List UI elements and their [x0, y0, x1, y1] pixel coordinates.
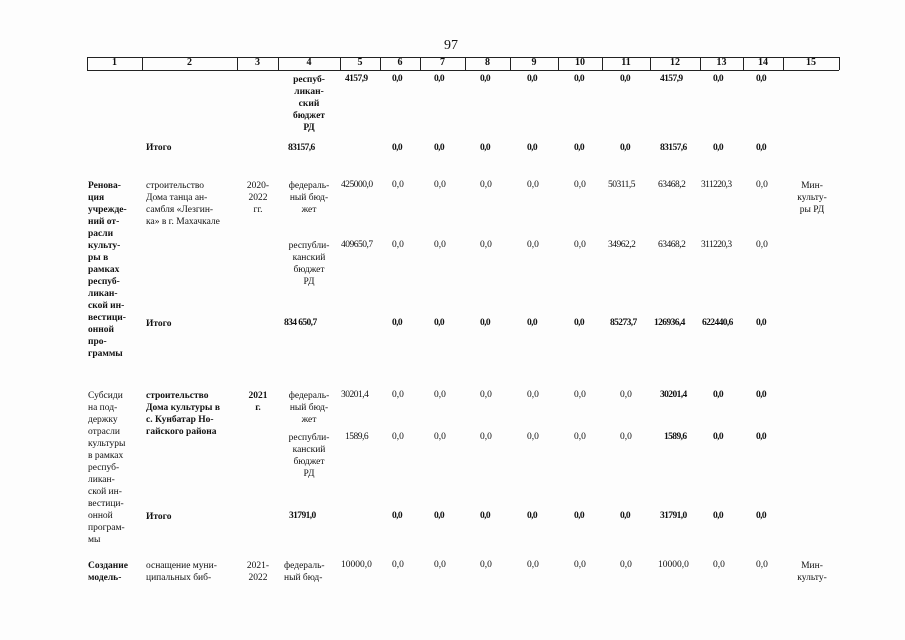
cell-col14: 0,0 [756, 560, 768, 570]
cell-col12: 30201,4 [660, 390, 687, 400]
cell-col11: 0,0 [620, 143, 631, 153]
cell-col14: 0,0 [756, 511, 767, 521]
funding-source: республи- канский бюджет РД [288, 433, 330, 479]
funding-source: республи- канский бюджет РД [288, 241, 330, 287]
cell-col5: 4157,9 [345, 74, 368, 84]
cell-col7: 0,0 [434, 74, 445, 84]
cell-col8: 0,0 [480, 432, 492, 442]
total-label: Итого [146, 143, 172, 153]
cell-col8: 0,0 [480, 318, 491, 328]
cell-col10: 0,0 [574, 180, 586, 190]
cell-col7: 0,0 [434, 390, 446, 400]
cell-col9: 0,0 [527, 180, 539, 190]
object-name: оснащение муни- ципальных биб- [146, 561, 217, 583]
total-value: 83157,6 [288, 143, 315, 153]
cell-col12: 4157,9 [660, 74, 683, 84]
cell-col11: 0,0 [620, 390, 632, 400]
cell-col6: 0,0 [392, 318, 403, 328]
total-label: Итого [146, 319, 172, 329]
cell-col12: 31791,0 [660, 511, 687, 521]
period: 2020- 2022 гг. [246, 181, 270, 215]
responsible-org: Мин- культу- [797, 561, 827, 583]
cell-col12: 10000,0 [658, 560, 689, 570]
cell-col8: 0,0 [480, 240, 492, 250]
cell-col11: 85273,7 [610, 318, 637, 328]
header-col-7: 7 [440, 57, 445, 68]
cell-col7: 0,0 [434, 511, 445, 521]
header-col-6: 6 [397, 57, 403, 68]
cell-col13: 0,0 [713, 390, 724, 400]
cell-col5: 409650,7 [341, 240, 373, 250]
total-value: 834 650,7 [284, 318, 317, 328]
cell-col6: 0,0 [392, 390, 404, 400]
total-value: 31791,0 [289, 511, 316, 521]
cell-col11: 0,0 [620, 511, 631, 521]
cell-col6: 0,0 [392, 240, 404, 250]
funding-source: федераль- ный бюд- [284, 561, 325, 583]
header-col-14: 14 [758, 57, 768, 68]
cell-col9: 0,0 [527, 432, 539, 442]
funding-source: респуб- ликан- ский бюджет РД [293, 75, 325, 133]
cell-col9: 0,0 [527, 390, 539, 400]
header-col-1: 1 [112, 57, 117, 68]
cell-col13: 0,0 [713, 560, 725, 570]
object-name: строительство Дома культуры в с. Кунбатар Но- гайского района [146, 391, 220, 437]
cell-col10: 0,0 [574, 74, 585, 84]
cell-col14: 0,0 [756, 390, 767, 400]
cell-col8: 0,0 [480, 180, 492, 190]
cell-col14: 0,0 [756, 240, 768, 250]
funding-source: федераль- ный бюд- жет [288, 391, 330, 425]
program-name: Ренова- ция учрежде- ний от- расли культу- ры в рамках респуб- ликан- ской ин- вестици- онной про- граммы [88, 181, 127, 359]
cell-col10: 0,0 [574, 432, 586, 442]
cell-col5: 10000,0 [341, 560, 372, 570]
cell-col13: 0,0 [713, 432, 724, 442]
cell-col14: 0,0 [756, 432, 767, 442]
cell-col9: 0,0 [527, 318, 538, 328]
total-label: Итого [146, 512, 172, 522]
header-col-12: 12 [670, 57, 680, 68]
header-col-13: 13 [716, 57, 727, 68]
cell-col9: 0,0 [527, 240, 539, 250]
cell-col13: 622440,6 [702, 318, 733, 328]
header-col-9: 9 [531, 57, 537, 68]
cell-col6: 0,0 [392, 560, 404, 570]
cell-col14: 0,0 [756, 318, 767, 328]
cell-col11: 0,0 [620, 74, 631, 84]
cell-col14: 0,0 [756, 143, 767, 153]
cell-col10: 0,0 [574, 318, 585, 328]
cell-col12: 83157,6 [660, 143, 687, 153]
cell-col11: 0,0 [620, 560, 632, 570]
cell-col5: 1589,6 [345, 432, 369, 442]
cell-col6: 0,0 [392, 180, 404, 190]
cell-col10: 0,0 [574, 240, 586, 250]
cell-col8: 0,0 [480, 560, 492, 570]
cell-col9: 0,0 [527, 511, 538, 521]
cell-col10: 0,0 [574, 511, 585, 521]
cell-col13: 0,0 [713, 143, 724, 153]
header-col-2: 2 [187, 57, 192, 68]
cell-col8: 0,0 [480, 511, 491, 521]
cell-col10: 0,0 [574, 390, 586, 400]
header-col-15: 15 [806, 57, 816, 68]
program-name: Субсиди на под- держку отрасли культуры в рамках респуб- ликан- ской ин- вестици- онной програм- мы [88, 391, 126, 545]
cell-col6: 0,0 [392, 511, 403, 521]
cell-col9: 0,0 [527, 560, 539, 570]
cell-col6: 0,0 [392, 432, 404, 442]
cell-col11: 50311,5 [608, 180, 636, 190]
cell-col14: 0,0 [756, 180, 768, 190]
cell-col13: 311220,3 [701, 240, 732, 250]
cell-col13: 311220,3 [701, 180, 732, 190]
cell-col10: 0,0 [574, 560, 586, 570]
cell-col12: 63468,2 [658, 240, 686, 250]
cell-col7: 0,0 [434, 143, 445, 153]
cell-col8: 0,0 [480, 74, 491, 84]
cell-col5: 425000,0 [341, 180, 373, 190]
period: 2021 г. [248, 391, 268, 413]
object-name: строительство Дома танца ан- самбля «Лезгин- ка» в г. Махачкале [146, 181, 220, 227]
period: 2021- 2022 [246, 561, 270, 583]
responsible-org: Мин- культу- ры РД [797, 181, 827, 215]
header-col-5: 5 [357, 57, 363, 68]
cell-col11: 0,0 [620, 432, 632, 442]
cell-col7: 0,0 [434, 560, 446, 570]
cell-col7: 0,0 [434, 432, 446, 442]
header-col-10: 10 [575, 57, 585, 68]
cell-col7: 0,0 [434, 240, 446, 250]
cell-col5: 30201,4 [341, 390, 369, 400]
cell-col14: 0,0 [756, 74, 767, 84]
cell-col11: 34962,2 [608, 240, 636, 250]
page-number: 97 [444, 38, 458, 53]
cell-col6: 0,0 [392, 143, 403, 153]
cell-col13: 0,0 [713, 74, 724, 84]
cell-col8: 0,0 [480, 143, 491, 153]
cell-col9: 0,0 [527, 143, 538, 153]
cell-col7: 0,0 [434, 318, 445, 328]
cell-col6: 0,0 [392, 74, 403, 84]
cell-col12: 126936,4 [654, 318, 685, 328]
cell-col9: 0,0 [527, 74, 538, 84]
cell-col13: 0,0 [713, 511, 724, 521]
cell-col8: 0,0 [480, 390, 492, 400]
header-col-11: 11 [621, 57, 631, 68]
header-col-3: 3 [255, 57, 260, 68]
funding-source: федераль- ный бюд- жет [288, 181, 330, 215]
header-col-4: 4 [306, 57, 312, 68]
header-col-8: 8 [485, 57, 490, 68]
cell-col10: 0,0 [574, 143, 585, 153]
cell-col12: 63468,2 [658, 180, 686, 190]
cell-col12: 1589,6 [664, 432, 687, 442]
program-name: Создание модель- [88, 561, 128, 583]
cell-col7: 0,0 [434, 180, 446, 190]
